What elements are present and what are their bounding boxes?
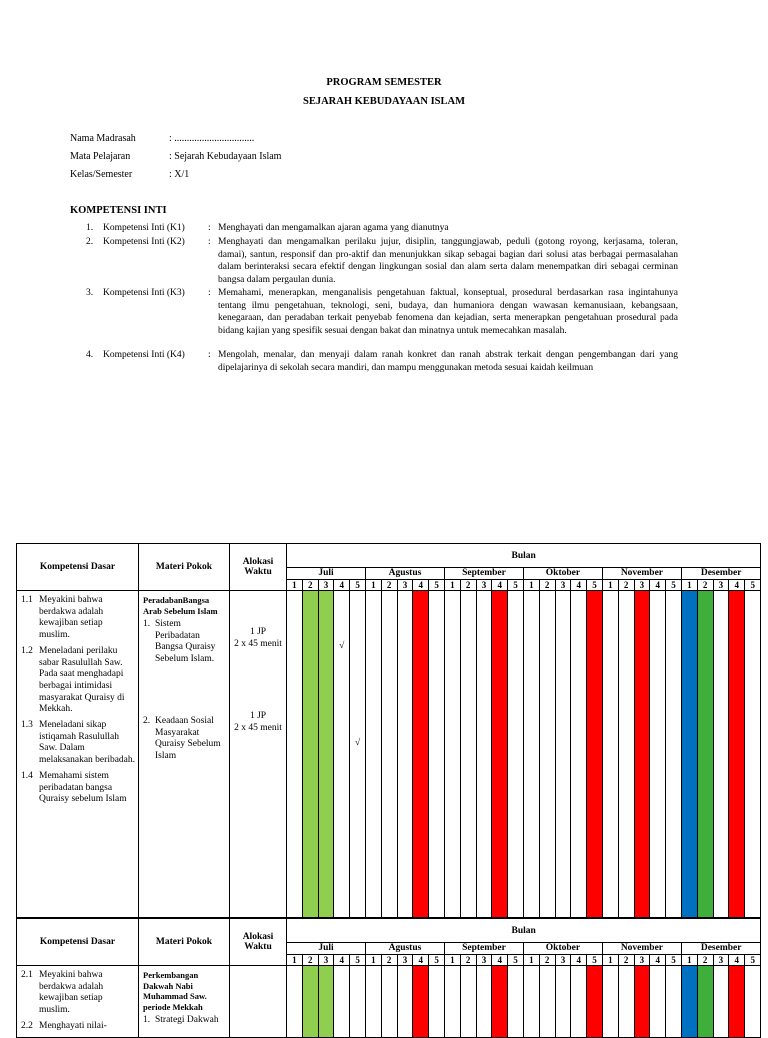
week-cell	[539, 591, 555, 918]
week-number: 1	[444, 580, 460, 591]
week-number: 5	[350, 955, 366, 966]
week-cell	[460, 966, 476, 1038]
week-cell	[713, 591, 729, 918]
week-number: 1	[365, 955, 381, 966]
week-number: 4	[650, 955, 666, 966]
kd-text: Meneladani sikap istiqamah Rasulullah Saw. Dalam melaksanakan beribadah.	[39, 720, 136, 766]
kd-item	[21, 595, 135, 642]
week-cell	[523, 966, 539, 1038]
header-alokasi-waktu: Alokasi Waktu	[230, 919, 287, 966]
alokasi-item	[234, 627, 282, 650]
week-number: 2	[381, 955, 397, 966]
week-cell	[365, 966, 381, 1038]
week-cell	[697, 591, 713, 918]
week-number: 1	[681, 955, 697, 966]
week-number: 5	[429, 580, 445, 591]
week-number: 1	[444, 955, 460, 966]
month-header: Desember	[681, 943, 760, 955]
month-header: November	[602, 568, 681, 580]
week-number: 5	[745, 955, 761, 966]
week-number: 4	[492, 580, 508, 591]
kd-text: Memahami sistem peribadatan bangsa Quraisy sebelum Islam	[39, 770, 127, 805]
week-number: 5	[508, 580, 524, 591]
week-number: 2	[697, 955, 713, 966]
header-bulan: Bulan	[287, 544, 761, 568]
alokasi-time: 2 x 45 menit	[234, 638, 282, 649]
week-cell	[650, 591, 666, 918]
alokasi-jp: 1 JP	[249, 711, 267, 722]
week-number: 4	[334, 580, 350, 591]
month-header: Agustus	[365, 568, 444, 580]
week-cell	[429, 591, 445, 918]
header-bulan: Bulan	[287, 919, 761, 943]
week-number: 5	[587, 955, 603, 966]
meta-value: : ................................	[169, 133, 255, 144]
week-cell	[539, 966, 555, 1038]
kd-number: 1.4	[21, 770, 33, 781]
meta-value: : X/1	[169, 169, 190, 180]
week-cell	[476, 591, 492, 918]
ki-label: Kompetensi Inti (K2)	[103, 237, 185, 247]
page-title: PROGRAM SEMESTER	[326, 77, 442, 88]
materi-heading: PeradabanBangsa Arab Sebelum Islam	[143, 595, 218, 616]
kd-number: 1.2	[21, 645, 33, 656]
week-number: 5	[587, 580, 603, 591]
week-number: 4	[492, 955, 508, 966]
kd-number: 2.1	[21, 970, 33, 980]
week-cell	[381, 966, 397, 1038]
week-number: 2	[381, 580, 397, 591]
materi-number: 1.	[143, 1015, 151, 1025]
week-cell	[745, 966, 761, 1038]
week-number: 3	[713, 955, 729, 966]
week-number: 1	[602, 580, 618, 591]
week-cell	[492, 591, 508, 918]
week-number: 2	[460, 955, 476, 966]
kompetensi-dasar-cell	[17, 591, 139, 918]
week-number: 2	[460, 580, 476, 591]
week-cell	[729, 591, 745, 918]
kompetensi-dasar-cell	[17, 966, 139, 1038]
week-cell	[650, 966, 666, 1038]
week-number: 1	[287, 955, 303, 966]
week-number: 4	[413, 955, 429, 966]
week-number: 3	[318, 955, 334, 966]
materi-number: 2.	[143, 715, 151, 726]
week-cell	[713, 966, 729, 1038]
header-materi-pokok: Materi Pokok	[139, 544, 230, 591]
week-number: 5	[350, 580, 366, 591]
week-cell	[571, 591, 587, 918]
week-number: 4	[413, 580, 429, 591]
week-number: 1	[523, 955, 539, 966]
week-cell	[444, 591, 460, 918]
week-number: 4	[650, 580, 666, 591]
week-cell	[523, 591, 539, 918]
week-cell	[334, 966, 350, 1038]
week-cell	[413, 966, 429, 1038]
week-cell	[681, 591, 697, 918]
month-header: Oktober	[523, 568, 602, 580]
materi-item	[143, 716, 226, 763]
header-kompetensi-dasar: Kompetensi Dasar	[17, 919, 139, 966]
week-number: 3	[634, 955, 650, 966]
week-cell	[587, 966, 603, 1038]
week-number: 5	[666, 955, 682, 966]
check-mark: √	[339, 641, 345, 651]
month-header: Oktober	[523, 943, 602, 955]
week-cell	[476, 966, 492, 1038]
ki-label: Kompetensi Inti (K1)	[103, 223, 185, 233]
week-cell	[318, 591, 334, 918]
ki-colon: :	[208, 288, 211, 298]
week-number: 3	[634, 580, 650, 591]
week-number: 1	[602, 955, 618, 966]
week-number: 2	[697, 580, 713, 591]
week-number: 1	[523, 580, 539, 591]
ki-number: 4.	[86, 350, 94, 360]
week-cell	[318, 966, 334, 1038]
materi-number: 1.	[143, 619, 151, 629]
kd-text: Meneladani perilaku sabar Rasulullah Saw. Pada saat menghadapi berbagai intimidasi masyarakat Quraisy di Mekkah.	[39, 645, 125, 715]
alokasi-jp: 1 JP	[249, 627, 267, 637]
month-header: Agustus	[365, 943, 444, 955]
week-cell	[745, 591, 761, 918]
week-cell	[571, 966, 587, 1038]
week-cell	[350, 591, 366, 918]
week-cell	[555, 591, 571, 918]
week-number: 1	[287, 580, 303, 591]
month-header: Desember	[681, 568, 760, 580]
week-number: 4	[571, 580, 587, 591]
ki-colon: :	[208, 237, 211, 247]
week-number: 2	[539, 580, 555, 591]
materi-text: Keadaan Sosial Masyarakat Quraisy Sebelum Islam	[155, 715, 221, 761]
week-cell	[397, 591, 413, 918]
week-cell	[602, 966, 618, 1038]
week-number: 4	[729, 580, 745, 591]
week-number: 4	[571, 955, 587, 966]
meta-label: Nama Madrasah	[70, 133, 136, 144]
header-kompetensi-dasar: Kompetensi Dasar	[17, 544, 139, 591]
week-number: 1	[365, 580, 381, 591]
week-cell	[602, 591, 618, 918]
week-cell	[697, 966, 713, 1038]
week-number: 3	[476, 580, 492, 591]
week-number: 3	[476, 955, 492, 966]
meta-value: : Sejarah Kebudayaan Islam	[169, 151, 282, 162]
ki-text: Mengolah, menalar, dan menyaji dalam ranah konkret dan ranah abstrak terkait dengan pengembangan dari yang dipelajarinya di sekolah secara mandiri, dan mampu menggunakan metoda sesuai kaidah keilmuan	[218, 350, 678, 373]
week-cell	[302, 591, 318, 918]
materi-pokok-cell	[139, 591, 230, 918]
kd-text: Meyakini bahwa berdakwa adalah kewajiban setiap muslim.	[39, 595, 104, 641]
kd-number: 1.1	[21, 595, 33, 605]
ki-label: Kompetensi Inti (K4)	[103, 350, 185, 360]
month-header: September	[444, 943, 523, 955]
meta-label: Kelas/Semester	[70, 169, 133, 180]
kd-text: Menghayati nilai-	[39, 1020, 107, 1031]
header-alokasi-waktu: Alokasi Waktu	[230, 544, 287, 591]
check-mark: √	[354, 738, 361, 748]
kd-item	[21, 1021, 135, 1033]
week-cell	[429, 966, 445, 1038]
program-semester-table	[16, 918, 761, 1038]
week-cell	[460, 591, 476, 918]
month-header: September	[444, 568, 523, 580]
ki-number: 3.	[86, 288, 94, 298]
alokasi-waktu-cell	[230, 591, 287, 918]
header-materi-pokok: Materi Pokok	[139, 919, 230, 966]
week-number: 5	[666, 580, 682, 591]
kd-text: Meyakini bahwa berdakwa adalah kewajiban setiap muslim.	[39, 970, 104, 1016]
week-number: 3	[397, 580, 413, 591]
week-number: 2	[618, 955, 634, 966]
kd-item	[21, 970, 135, 1017]
materi-heading: Perkembangan Dakwah Nabi Muhammad Saw. periode Mekkah	[143, 970, 207, 1012]
kd-item	[21, 646, 135, 716]
week-number: 4	[334, 955, 350, 966]
week-number: 5	[429, 955, 445, 966]
week-number: 5	[745, 580, 761, 591]
week-cell	[681, 966, 697, 1038]
week-cell	[413, 591, 429, 918]
page-subtitle: SEJARAH KEBUDAYAAN ISLAM	[302, 96, 465, 107]
week-cell	[350, 966, 366, 1038]
materi-text: Strategi Dakwah	[155, 1015, 219, 1025]
week-cell	[555, 966, 571, 1038]
week-cell	[287, 966, 303, 1038]
ki-number: 1.	[86, 223, 94, 233]
week-cell	[302, 966, 318, 1038]
week-cell	[618, 591, 634, 918]
week-cell	[287, 591, 303, 918]
meta-label: Mata Pelajaran	[70, 151, 131, 162]
week-number: 5	[508, 955, 524, 966]
month-header: Juli	[287, 568, 366, 580]
ki-colon: :	[208, 223, 211, 233]
week-cell	[397, 966, 413, 1038]
program-semester-table	[16, 543, 761, 918]
kompetensi-inti-heading: KOMPETENSI INTI	[70, 205, 167, 216]
alokasi-time: 2 x 45 menit	[234, 723, 282, 734]
week-cell	[729, 966, 745, 1038]
week-cell	[365, 591, 381, 918]
week-number: 3	[555, 580, 571, 591]
week-number: 2	[302, 580, 318, 591]
materi-item	[143, 619, 226, 666]
week-cell	[634, 966, 650, 1038]
ki-colon: :	[208, 350, 211, 360]
materi-pokok-cell	[139, 966, 230, 1038]
ki-text: Memahami, menerapkan, menganalisis pengetahuan faktual, konseptual, prosedural berdasarkan rasa ingintahunya tentang ilmu pengetahuan, teknologi, seni, budaya, dan humaniora dengan wawasan kemanusiaan, kebangsaan, kenegaraan, dan peradaban terkait penyebab fenomena dan kejadian, serta menerapkan pengetahuan prosedural pada bidang kajian yang spesifik sesuai dengan bakat dan minatnya untuk memecahkan masalah.	[218, 288, 678, 336]
week-cell	[381, 591, 397, 918]
week-cell	[634, 591, 650, 918]
week-cell	[508, 966, 524, 1038]
week-number: 3	[555, 955, 571, 966]
kd-number: 1.3	[21, 720, 33, 731]
week-number: 2	[302, 955, 318, 966]
week-cell	[334, 591, 350, 918]
materi-text: Sistem Peribadatan Bangsa Quraisy Sebelum Islam.	[155, 619, 216, 665]
week-number: 3	[713, 580, 729, 591]
kd-item	[21, 771, 135, 806]
month-header: Juli	[287, 943, 366, 955]
week-cell	[492, 966, 508, 1038]
week-cell	[666, 591, 682, 918]
week-cell	[618, 966, 634, 1038]
kd-item	[21, 720, 135, 767]
kd-number: 2.2	[21, 1020, 33, 1031]
week-cell	[587, 591, 603, 918]
alokasi-waktu-cell	[230, 966, 287, 1038]
week-number: 4	[729, 955, 745, 966]
week-number: 3	[318, 580, 334, 591]
month-header: November	[602, 943, 681, 955]
week-number: 1	[681, 580, 697, 591]
ki-label: Kompetensi Inti (K3)	[103, 288, 185, 298]
week-cell	[666, 966, 682, 1038]
materi-item	[143, 1015, 226, 1027]
week-number: 2	[539, 955, 555, 966]
ki-number: 2.	[86, 237, 94, 247]
week-cell	[508, 591, 524, 918]
alokasi-item	[234, 711, 282, 734]
ki-text: Menghayati dan mengamalkan ajaran agama yang dianutnya	[218, 223, 449, 233]
week-cell	[444, 966, 460, 1038]
week-number: 2	[618, 580, 634, 591]
week-number: 3	[397, 955, 413, 966]
ki-text: Menghayati dan mengamalkan perilaku jujur, disiplin, tanggungjawab, peduli (gotong royong, kerjasama, toleran, damai), santun, responsif dan pro-aktif dan menunjukkan sikap sebagai bagian dari solusi atas berbagai permasalahan dalam berinteraksi secara efektif dengan lingkungan sosial dan alam serta dalam menempatkan diri sebagai cerminan bangsa dalam pergaulan dunia.	[218, 237, 678, 285]
